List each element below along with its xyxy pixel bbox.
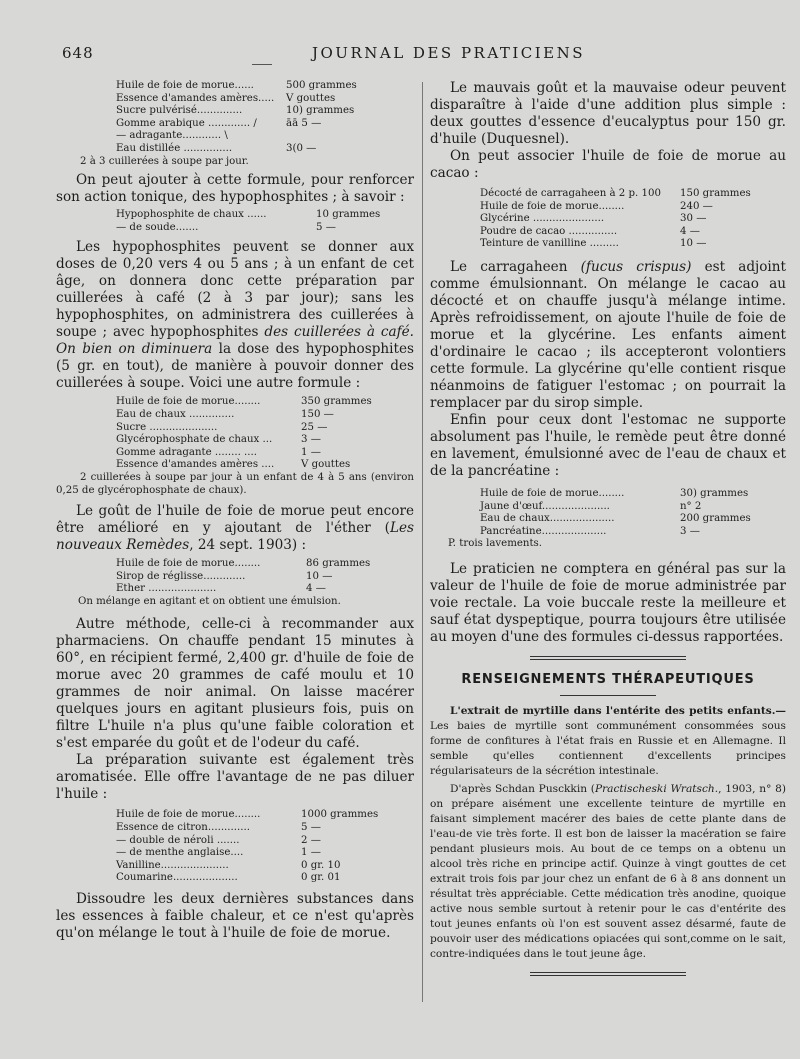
ingredient-quantity: 5 — — [301, 822, 321, 834]
recipe-table-6 — [480, 188, 751, 251]
paragraph: Le goût de l'huile de foie de morue peut encore être amélioré en y ajoutant de l'éther (Les nouveaux Remèdes, 24 sept. 1903) : — [56, 503, 414, 554]
ingredient-quantity: 2 — — [301, 834, 321, 846]
ingredient-name: Huile de foie de morue........ — [116, 396, 261, 408]
ingredient-quantity: 3 — — [680, 525, 700, 537]
recipe-row — [116, 93, 357, 106]
recipe-row — [116, 409, 372, 422]
paragraph: Le mauvais goût et la mauvaise odeur peuvent disparaître à l'aide d'une addition plus simple : deux gouttes d'essence d'eucalyptus pour 150 gr. d'huile (Duquesnel). — [430, 80, 786, 147]
paragraph: Enfin pour ceux dont l'estomac ne supporte absolument pas l'huile, le remède peut être donné en lavement, émulsionné avec de l'eau de chaux et de la pancréatine : — [430, 411, 786, 479]
ingredient-name: Sucre ..................... — [116, 421, 218, 433]
recipe-row — [480, 238, 751, 251]
ingredient-quantity: V gouttes — [301, 459, 351, 471]
recipe-row — [116, 459, 372, 472]
right-column — [430, 80, 786, 976]
article-paragraph: D'après Schdan Pusckkin (Practischeski Wratsch., 1903, n° 8) on prépare aisément une excellente teinture de myrtille en faisant simplement macérer des baies de cette plante dans de l'eau-de vie très forte. Il est bon de laisser la macération se faire pendant plusieurs mois. Au bout de ce temps on a obtenu un alcool très riche en principe actif. Quinze à vingt gouttes de cet extrait trois fois par jour chez un enfant de 6 à 8 ans donnent un résultat très appréciable. Cette médication très anodine, quoique active nous semble surtout à retenir pour le cas d'entérite des tout jeunes enfants où l'on est souvent assez désarmé, faute de pouvoir user des médications opiacées qui sont,comme on le sait, contre-indiquées dans le tout jeune âge. — [430, 782, 787, 960]
ingredient-quantity: 30) grammes — [680, 487, 749, 499]
recipe-row — [116, 558, 370, 571]
recipe-row — [116, 835, 378, 848]
ingredient-name: Pancréatine.................... — [480, 525, 607, 537]
ingredient-name: Essence de citron............. — [116, 822, 250, 834]
double-rule — [530, 656, 686, 660]
recipe-row — [116, 860, 378, 873]
ingredient-name: Gomme arabique ............. / — [116, 117, 257, 129]
ingredient-name: Eau de chaux .............. — [116, 408, 235, 420]
ingredient-quantity: 0 gr. 10 — [301, 859, 341, 871]
ingredient-quantity: 240 — — [680, 200, 713, 212]
recipe-row — [480, 488, 751, 501]
ingredient-name: Vanilline..................... — [116, 859, 229, 871]
recipe-row — [116, 872, 378, 885]
recipe-row — [116, 447, 372, 460]
recipe-row — [116, 822, 378, 835]
recipe-row — [480, 526, 751, 539]
recipe-row — [116, 222, 380, 235]
ingredient-quantity: 350 grammes — [301, 396, 372, 408]
ingredient-name: Teinture de vanilline ......... — [480, 238, 619, 250]
recipe-row — [480, 513, 751, 526]
recipe-note-7: P. trois lavements. — [448, 538, 543, 550]
ingredient-quantity: 1000 grammes — [301, 809, 379, 821]
article-paragraph: L'extrait de myrtille dans l'entérite des petits enfants.— Les baies de myrtille sont communément consommées sous forme de confitures à l'état frais en Russie et en Allemagne. Il semble qu'elles contiennent d'excellents principes régularisateurs de la sécrétion intestinale. — [430, 704, 786, 777]
ingredient-name: Huile de foie de morue........ — [480, 200, 625, 212]
ingredient-name: Jaune d'œuf..................... — [480, 500, 610, 512]
section-title: RENSEIGNEMENTS THÉRAPEUTIQUES — [461, 671, 755, 687]
ingredient-quantity: 10 — — [680, 238, 707, 250]
recipe-row — [116, 105, 357, 118]
ingredient-quantity: 10 — — [306, 570, 333, 582]
paragraph: Autre méthode, celle-ci à recommander aux pharmaciens. On chauffe pendant 15 minutes à 60°, en récipient fermé, 2,400 gr. d'huile de foie de morue avec 20 grammes de café moulu et 10 grammes de noir animal. On laisse macérer quelques jours en agitant plusieurs fois, puis on filtre L'huile n'a plus qu'une faible coloration et s'est emparée du goût et de l'odeur du café. — [56, 616, 414, 752]
ingredient-name: Coumarine.................... — [116, 872, 238, 884]
ingredient-name: Huile de foie de morue...... — [116, 80, 254, 91]
short-rule — [560, 695, 656, 696]
ingredient-name: Gomme adragante ........ .... — [116, 446, 258, 458]
ingredient-name: Glycérophosphate de chaux ... — [116, 434, 273, 446]
ingredient-quantity: V gouttes — [286, 92, 336, 104]
ingredient-name: — double de néroli ....... — [116, 834, 240, 846]
paragraph: Le carragaheen (fucus crispus) est adjoint comme émulsionnant. On mélange le cacao au décocté et on chauffe jusqu'à mélange intime. Après refroidissement, on ajoute l'huile de foie de morue et la glycérine. Les enfants aiment d'ordinaire le cacao ; ils accepteront volontiers cette formule. La glycérine qu'elle contient risque néanmoins de fatiguer l'estomac ; on pourrait la remplacer par du sirop simple. — [430, 258, 786, 411]
paragraph: Le praticien ne comptera en général pas sur la valeur de l'huile de foie de morue administrée par voie rectale. La voie buccale reste la meilleure et sauf état dyspeptique, pourra toujours être utilisée au moyen d'une des formules ci-dessus rapportées. — [430, 560, 786, 645]
paragraph: Dissoudre les deux dernières substances dans les essences à faible chaleur, et ce n'est qu'après qu'on mélange le tout à l'huile de foie de morue. — [56, 891, 414, 942]
page-number: 648 — [62, 44, 94, 62]
ingredient-quantity: 3(0 — — [286, 142, 317, 154]
ingredient-quantity: 3 — — [301, 434, 321, 446]
paragraph: Les hypophosphites peuvent se donner aux doses de 0,20 vers 4 ou 5 ans ; à un enfant de cet âge, on donnera donc cette préparation par cuillerées à café (2 à 3 par jour); sans les hypophosphites, on administrera des cuillerées à soupe ; avec hypophosphites des cuillerées à café. On bien on diminuera la dose des hypophosphites (5 gr. en tout), de manière à pouvoir donner des cuillerées à soupe. Voici une autre formule : — [56, 239, 414, 392]
paragraph: On peut associer l'huile de foie de morue au cacao : — [430, 148, 786, 181]
journal-title: JOURNAL DES PRATICIENS — [312, 44, 586, 62]
ingredient-quantity: 1 — — [301, 446, 321, 458]
column-divider — [422, 82, 423, 1002]
recipe-row — [116, 118, 357, 131]
ingredient-name: Sucre pulvérisé.............. — [116, 105, 243, 117]
recipe-table-4 — [116, 558, 370, 596]
ingredient-name: Glycérine ...................... — [480, 213, 605, 225]
recipe-row — [116, 583, 370, 596]
ingredient-quantity: 86 grammes — [306, 558, 371, 570]
ingredient-name: Huile de foie de morue........ — [480, 487, 625, 499]
recipe-row — [116, 422, 372, 435]
recipe-table-3 — [116, 396, 372, 472]
recipe-row — [116, 434, 372, 447]
recipe-row — [116, 571, 370, 584]
ingredient-quantity: 10 grammes — [316, 209, 381, 221]
ingredient-name: Essence d'amandes amères .... — [116, 459, 275, 471]
ingredient-quantity: 0 gr. 01 — [301, 872, 341, 884]
ingredient-name: Décocté de carragaheen à 2 p. 100 — [480, 188, 661, 199]
ingredient-name: — de soude....... — [116, 221, 199, 233]
recipe-row — [116, 130, 357, 143]
ingredient-quantity: 150 — — [301, 408, 334, 420]
recipe-row — [116, 209, 380, 222]
recipe-row — [116, 143, 357, 156]
ingredient-name: Eau distillée ............... — [116, 142, 233, 154]
ingredient-quantity: 200 grammes — [680, 513, 751, 525]
ingredient-quantity: 1 — — [301, 847, 321, 859]
article-title: L'extrait de myrtille dans l'entérite des petits enfants.— — [450, 704, 786, 717]
recipe-table-5 — [116, 809, 378, 885]
recipe-row — [480, 226, 751, 239]
ingredient-quantity: 25 — — [301, 421, 328, 433]
ingredient-quantity: 4 — — [680, 225, 700, 237]
recipe-table-2 — [116, 209, 380, 234]
recipe-row — [116, 809, 378, 822]
recipe-row — [116, 80, 357, 93]
paragraph: La préparation suivante est également très aromatisée. Elle offre l'avantage de ne pas diluer l'huile : — [56, 752, 414, 803]
recipe-row — [480, 188, 751, 201]
ingredient-name: Huile de foie de morue........ — [116, 809, 261, 821]
ingredient-quantity: n° 2 — [680, 500, 702, 512]
recipe-table-7 — [480, 488, 751, 538]
ingredient-name: Ether ..................... — [116, 583, 217, 595]
recipe-note-3: 2 cuillerées à soupe par jour à un enfant de 4 à 5 ans (environ 0,25 de glycérophosphate de chaux). — [56, 471, 414, 496]
ingredient-name: Hypophosphite de chaux ...... — [116, 209, 267, 221]
recipe-row — [480, 213, 751, 226]
ingredient-quantity: 5 — — [316, 221, 336, 233]
ingredient-quantity: āā 5 — — [286, 117, 322, 129]
ingredient-name: Essence d'amandes amères..... — [116, 92, 275, 104]
ingredient-quantity: 4 — — [306, 583, 326, 595]
header-rule — [252, 64, 272, 65]
recipe-row — [480, 201, 751, 214]
recipe-table-1 — [116, 80, 357, 156]
ingredient-quantity: 30 — — [680, 213, 707, 225]
ingredient-quantity — [286, 130, 357, 143]
ingredient-name: Poudre de cacao ............... — [480, 225, 618, 237]
recipe-note-4: On mélange en agitant et on obtient une émulsion. — [78, 595, 341, 607]
recipe-row — [116, 396, 372, 409]
recipe-note-1: 2 à 3 cuillerées à soupe par jour. — [80, 155, 249, 167]
recipe-row — [480, 501, 751, 514]
ingredient-name: Huile de foie de morue........ — [116, 558, 261, 570]
ingredient-name: — de menthe anglaise.... — [116, 847, 244, 859]
ingredient-quantity: 10) grammes — [286, 105, 355, 117]
ingredient-name: Sirop de réglisse............. — [116, 570, 246, 582]
paragraph: On peut ajouter à cette formule, pour renforcer son action tonique, des hypophosphites ; à savoir : — [56, 172, 414, 206]
double-rule — [530, 972, 686, 976]
ingredient-quantity: 500 grammes — [286, 80, 357, 91]
recipe-row — [116, 847, 378, 860]
ingredient-quantity: 150 grammes — [680, 188, 751, 199]
ingredient-name: — adragante............ \ — [116, 130, 228, 142]
ingredient-name: Eau de chaux.................... — [480, 513, 615, 525]
left-column — [56, 80, 414, 942]
